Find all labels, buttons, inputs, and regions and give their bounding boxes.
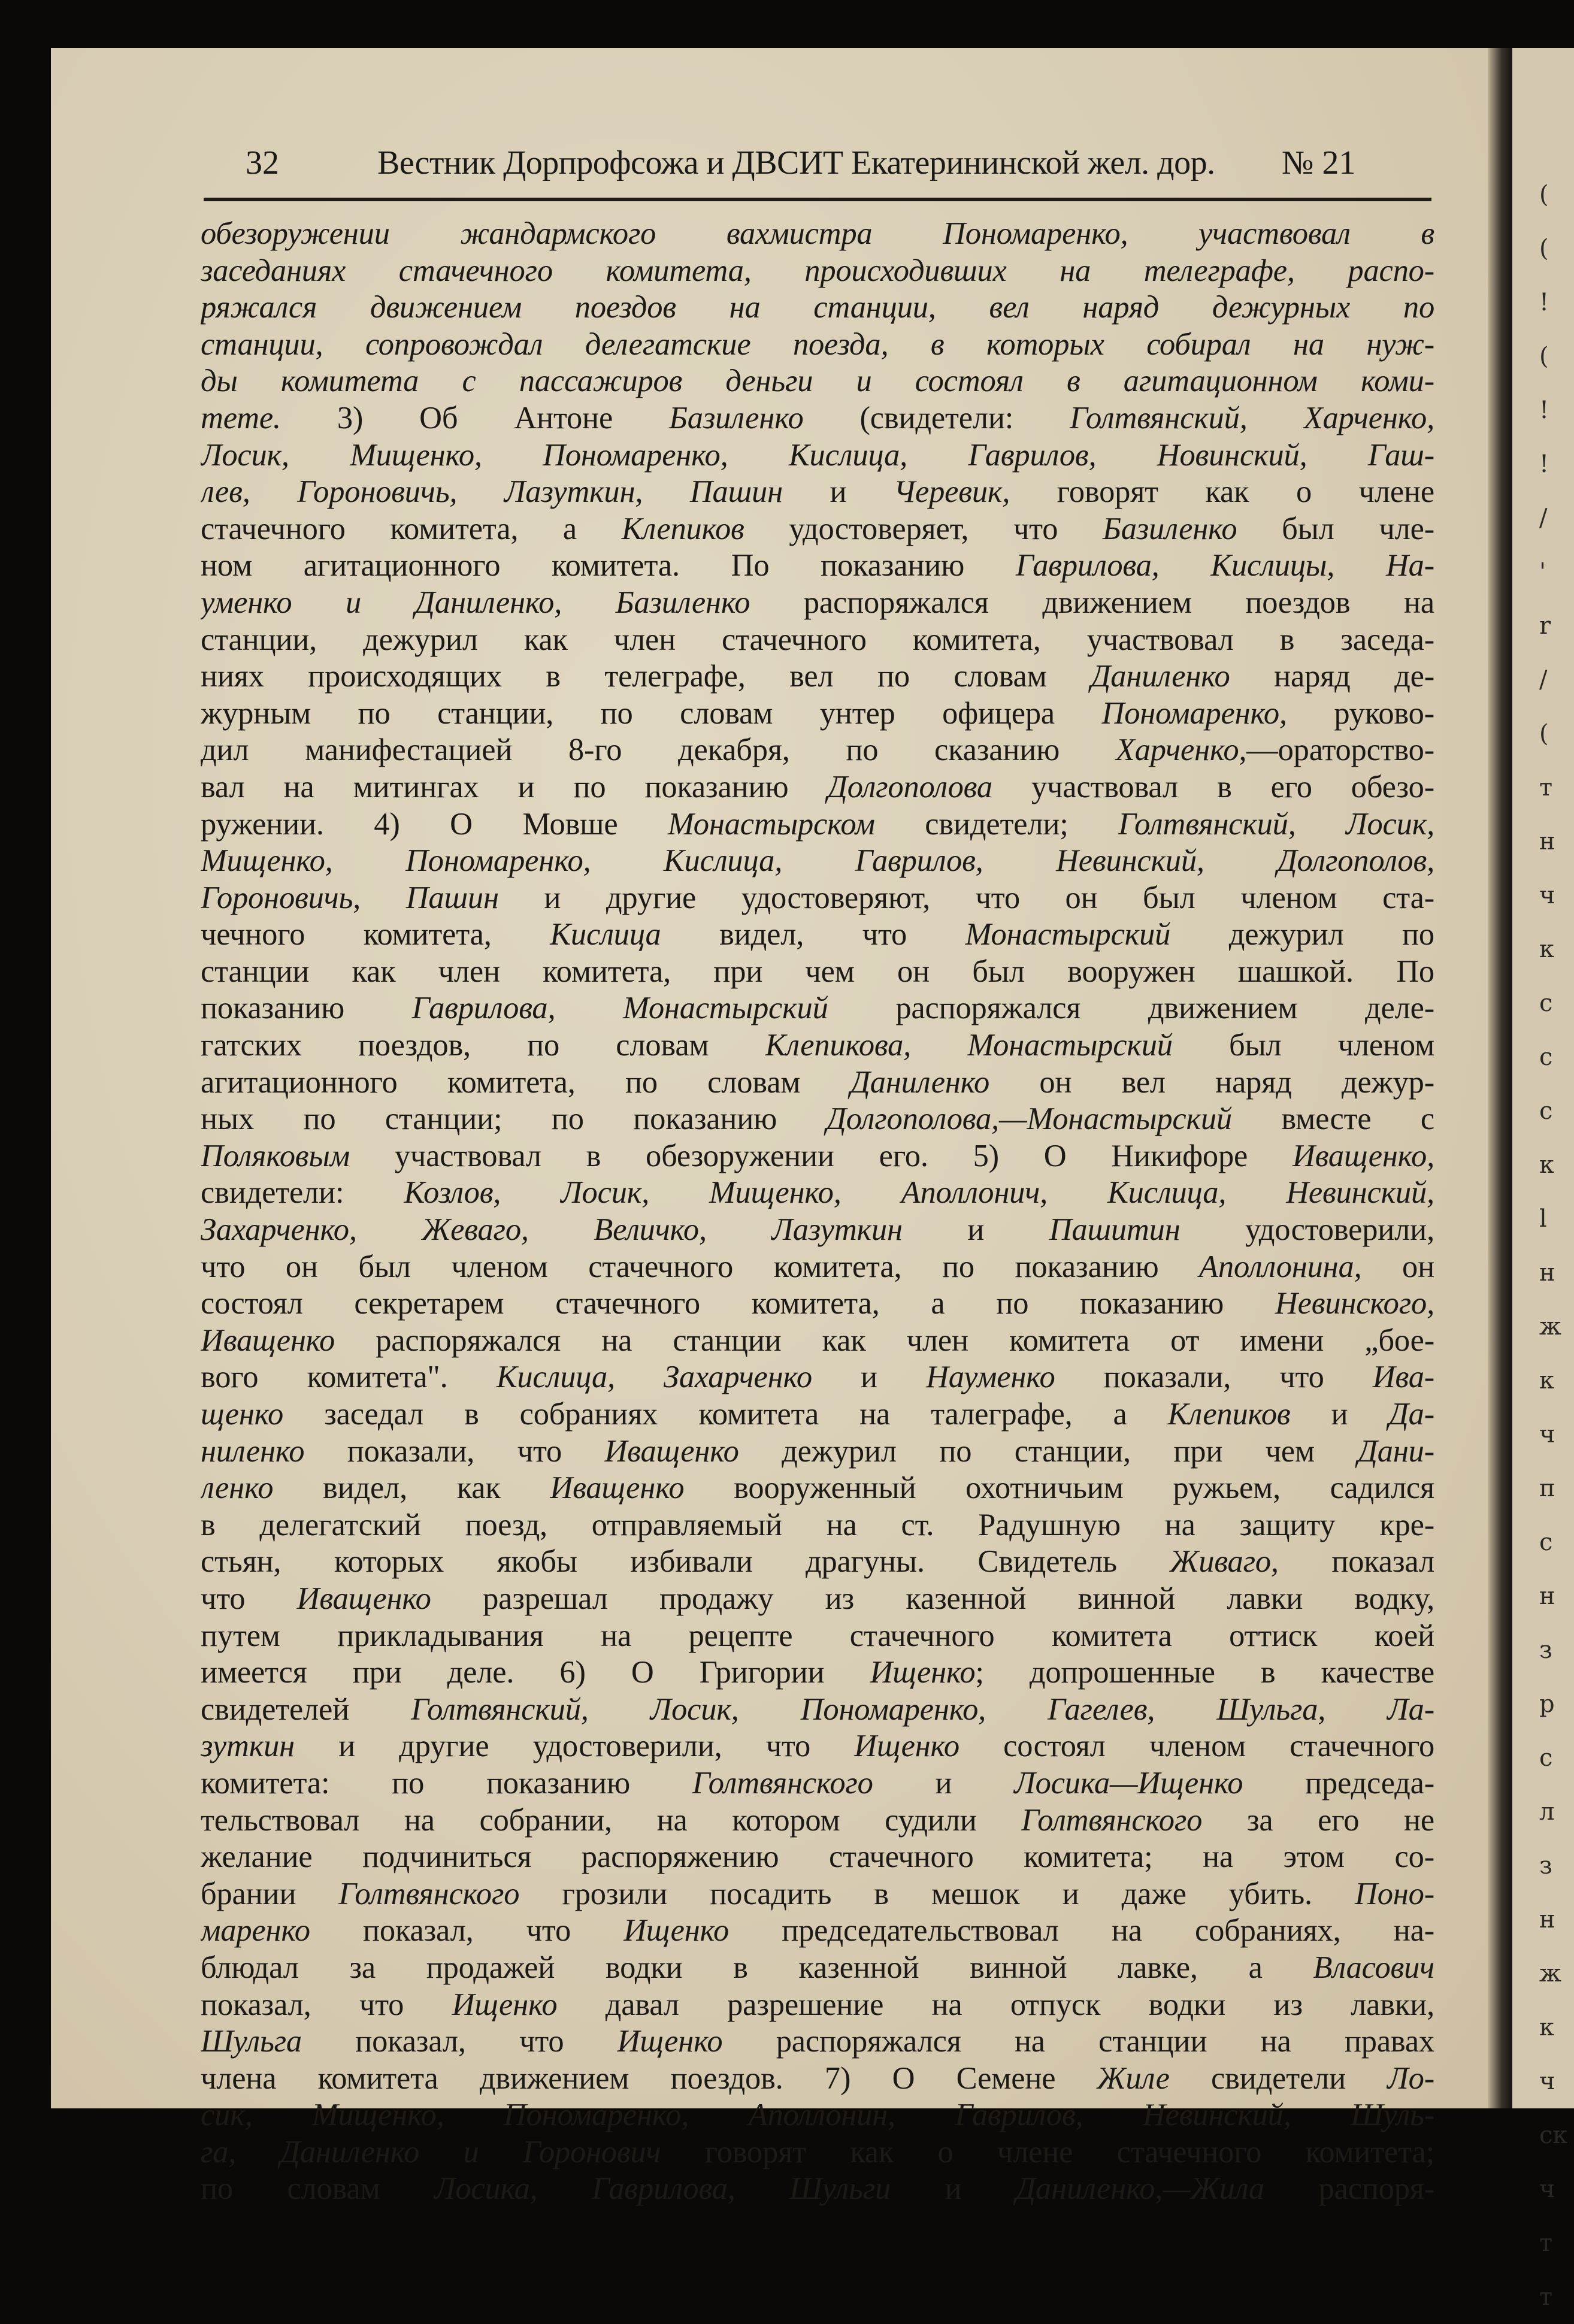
facing-glyph: з xyxy=(1539,1636,1552,1664)
facing-glyph: с xyxy=(1539,1097,1553,1125)
facing-glyph: ! xyxy=(1539,450,1549,478)
text-run: вооруженный охотничьим ружьем, садился xyxy=(684,1470,1434,1506)
italic-text: Иващенко xyxy=(604,1433,739,1469)
text-line xyxy=(201,253,1434,290)
text-run: станции, дежурил как член стачечного комитета, участвовал в заседа- xyxy=(201,622,1434,657)
text-run: и xyxy=(873,1765,1015,1801)
text-line xyxy=(201,437,1434,474)
facing-glyph: к xyxy=(1539,1151,1554,1179)
text-line xyxy=(201,1359,1434,1396)
italic-text: Ло- xyxy=(1387,2060,1434,2096)
facing-glyph: ч xyxy=(1539,2068,1555,2095)
text-line xyxy=(201,363,1434,400)
text-run: говорят как о члене стачечного комитета; xyxy=(661,2134,1434,2169)
facing-glyph: н xyxy=(1539,1906,1555,1933)
italic-text: га, Даниленко и Горонович xyxy=(201,2134,661,2169)
italic-text: сик, Мищенко, Пономаренко, Аполлонин, Гаврилов, Невинский, Шуль- xyxy=(201,2098,1434,2133)
italic-text: Аполлонина, xyxy=(1199,1249,1362,1284)
text-run: участвовал в обезоружении его. 5) О Никифоре xyxy=(350,1138,1293,1173)
text-run: он вел наряд дежур- xyxy=(989,1064,1434,1100)
italic-text: Долгополова,—Монастырский xyxy=(826,1102,1232,1137)
facing-glyph: с xyxy=(1539,989,1553,1017)
facing-glyph: з xyxy=(1539,1852,1552,1880)
italic-text: ды комитета с пассажиров деньги и состоял в агитационном коми- xyxy=(201,364,1434,399)
text-run: и xyxy=(782,474,894,510)
italic-text: ниленко xyxy=(201,1433,305,1469)
text-run: имеется при деле. 6) О Григории xyxy=(201,1655,870,1690)
text-line xyxy=(201,1765,1434,1802)
facing-glyph: л xyxy=(1539,1798,1555,1826)
italic-text: уменко и Даниленко, Базиленко xyxy=(201,585,750,620)
text-run: блюдал за продажей водки в казенной винной лавке, а xyxy=(201,1950,1313,1985)
italic-text: Голтвянского xyxy=(692,1765,873,1801)
italic-text: Поно- xyxy=(1355,1876,1434,1911)
italic-text: Мищенко, Пономаренко, Кислица, Гаврилов, Невинский, Долгополов, xyxy=(201,843,1434,879)
text-run: чечного комитета, xyxy=(201,917,550,952)
text-run: и другие удостоверили, что xyxy=(295,1729,855,1764)
italic-text: лев, Гороновичь, Лазуткин, Пашин xyxy=(201,474,783,510)
text-run: председа- xyxy=(1243,1765,1434,1801)
text-line xyxy=(201,1249,1434,1286)
italic-text: Клепиков xyxy=(621,511,744,546)
italic-text: Науменко xyxy=(926,1360,1055,1395)
running-header xyxy=(246,144,1437,192)
text-run: удостоверяет, что xyxy=(744,511,1103,546)
italic-text: станции, сопровождал делегатские поезда, в которых собирал на нуж- xyxy=(201,326,1434,362)
text-run: распоряжался на станции на правах xyxy=(722,2024,1434,2059)
text-line xyxy=(201,1950,1434,1987)
italic-text: Иващенко xyxy=(550,1470,685,1506)
facing-glyph: п xyxy=(1539,1475,1555,1502)
text-line xyxy=(201,732,1434,769)
text-line xyxy=(201,289,1434,326)
text-run: и xyxy=(1290,1397,1389,1432)
facing-page-fragments xyxy=(1539,168,1574,2324)
facing-glyph: ( xyxy=(1539,181,1549,208)
text-run: давал разрешение на отпуск водки из лавки, xyxy=(557,1987,1434,2022)
facing-glyph: l xyxy=(1539,1205,1547,1233)
text-line xyxy=(201,1396,1434,1433)
italic-text: Ива- xyxy=(1372,1360,1434,1395)
italic-text: ленко xyxy=(201,1470,274,1506)
text-line xyxy=(201,216,1434,253)
italic-text: Гаврилова, Монастырский xyxy=(411,991,828,1026)
text-run: ном агитационного комитета. По показанию xyxy=(201,548,1016,583)
text-line xyxy=(201,1138,1434,1175)
italic-text: Ищенко xyxy=(870,1655,976,1690)
text-run: станции как член комитета, при чем он был вооружен шашкой. По xyxy=(201,954,1434,989)
italic-text: Даниленко xyxy=(1091,659,1230,694)
italic-text: щенко xyxy=(201,1397,284,1432)
text-line xyxy=(201,1544,1434,1581)
text-run: свидетели: xyxy=(201,1175,404,1211)
italic-text: Ищенко xyxy=(854,1729,959,1764)
text-run: председательствовал на собраниях, на- xyxy=(729,1913,1434,1948)
text-line xyxy=(201,1802,1434,1839)
text-run: путем прикладывания на рецепте стачечного комитета оттиск коей xyxy=(201,1618,1434,1653)
text-run: что xyxy=(201,1581,297,1616)
italic-text: Голтвянский, Лосик, Пономаренко, Гагелев, Шульга, Ла- xyxy=(411,1691,1434,1727)
text-line xyxy=(201,1212,1434,1249)
issue-number: № 21 xyxy=(1282,144,1356,181)
text-run: ных по станции; по показанию xyxy=(201,1102,827,1137)
italic-text: Поляковым xyxy=(201,1138,350,1173)
italic-text: Лосика—Ищенко xyxy=(1014,1765,1243,1801)
facing-glyph: r xyxy=(1539,612,1551,640)
text-run: видел, как xyxy=(273,1470,550,1506)
italic-text: тете. xyxy=(201,400,281,435)
italic-text: Иващенко xyxy=(201,1323,335,1358)
text-run: ружении. 4) О Мовше xyxy=(201,806,668,842)
text-run: распоряжался движением поездов на xyxy=(750,585,1434,620)
facing-glyph: т xyxy=(1539,2229,1553,2257)
facing-glyph: к xyxy=(1539,1367,1554,1394)
text-run: показал xyxy=(1278,1544,1434,1579)
text-line xyxy=(201,843,1434,880)
text-line xyxy=(201,1323,1434,1360)
facing-glyph: р xyxy=(1539,1690,1555,1718)
italic-text: Лосик, Мищенко, Пономаренко, Кислица, Гаврилов, Новинский, Гаш- xyxy=(201,437,1434,473)
text-run: свидетелей xyxy=(201,1691,411,1727)
text-run: ниях происходящих в телеграфе, вел по словам xyxy=(201,659,1091,694)
text-run: стачечного комитета, а xyxy=(201,511,622,546)
text-line xyxy=(201,1839,1434,1876)
text-run: вал на митингах и по показанию xyxy=(201,769,828,804)
italic-text: Монастырский xyxy=(965,917,1171,952)
text-run: распоряжался на станции как член комитета от имени „бое- xyxy=(335,1323,1434,1358)
facing-glyph: ! xyxy=(1539,289,1549,316)
italic-text: Ищенко xyxy=(452,1987,558,2022)
facing-glyph: н xyxy=(1539,828,1555,855)
text-line xyxy=(201,1581,1434,1618)
italic-text: Живаго, xyxy=(1170,1544,1279,1579)
text-line xyxy=(201,585,1434,622)
text-run: видел, что xyxy=(661,917,965,952)
facing-glyph: ! xyxy=(1539,397,1549,424)
facing-glyph: ( xyxy=(1539,235,1549,262)
text-run: агитационного комитета, по словам xyxy=(201,1064,850,1100)
italic-text: зуткин xyxy=(201,1729,295,1764)
facing-glyph: ч xyxy=(1539,2175,1555,2203)
italic-text: Иващенко xyxy=(296,1581,431,1616)
text-run: и xyxy=(812,1360,927,1395)
text-line xyxy=(201,511,1434,548)
italic-text: заседаниях стачечного комитета, происходивших на телеграфе, распо- xyxy=(201,253,1434,288)
facing-glyph: ч xyxy=(1539,882,1555,909)
facing-glyph: к xyxy=(1539,2014,1554,2041)
text-run: в делегатский поезд, отправляемый на ст. Радушную на защиту кре- xyxy=(201,1507,1434,1542)
facing-glyph: с xyxy=(1539,1529,1553,1556)
italic-text: Клепикова, Монастырский xyxy=(765,1028,1173,1063)
text-run: тельствовал на собрании, на котором судили xyxy=(201,1802,1022,1838)
italic-text: Лосика, Гаврилова, Шульги xyxy=(434,2171,891,2207)
text-line xyxy=(201,2097,1434,2134)
text-run: показал, что xyxy=(201,1987,452,2022)
body-text xyxy=(201,216,1434,2208)
italic-text: Кислица xyxy=(550,917,661,952)
italic-text: Клепиков xyxy=(1167,1397,1291,1432)
text-line xyxy=(201,1507,1434,1544)
italic-text: ряжался движением поездов на станции, вел наряд дежурных по xyxy=(201,290,1434,325)
text-run: дил манифестацией 8-го декабря, по сказанию xyxy=(201,733,1116,768)
text-run: грозили посадить в мешок и даже убить. xyxy=(519,1876,1355,1911)
text-line xyxy=(201,1654,1434,1691)
text-line xyxy=(201,990,1434,1027)
text-run: за его не xyxy=(1202,1802,1434,1838)
text-line xyxy=(201,1618,1434,1655)
italic-text: Шульга xyxy=(201,2024,302,2059)
text-line xyxy=(201,2060,1434,2098)
text-run: распоряжался движением деле- xyxy=(828,991,1434,1026)
italic-text: Черевик, xyxy=(894,474,1010,510)
italic-text: Кислица, Захарченко xyxy=(496,1360,812,1395)
text-line xyxy=(201,1175,1434,1212)
text-run: свидетели xyxy=(1169,2060,1388,2096)
text-run: показанию xyxy=(201,991,412,1026)
text-line xyxy=(201,2134,1434,2171)
italic-text: Харченко, xyxy=(1115,733,1247,768)
text-run: по словам xyxy=(201,2171,434,2207)
text-line xyxy=(201,916,1434,954)
italic-text: Базиленко xyxy=(669,400,804,435)
facing-glyph: с xyxy=(1539,1043,1553,1071)
text-line xyxy=(201,547,1434,585)
facing-glyph: к xyxy=(1539,936,1554,963)
italic-text: Гороновичь, Пашин xyxy=(201,880,499,915)
text-line xyxy=(201,1285,1434,1323)
text-run: и xyxy=(902,1212,1049,1248)
text-line xyxy=(201,1691,1434,1729)
italic-text: Да- xyxy=(1388,1397,1434,1432)
text-line xyxy=(201,1101,1434,1138)
journal-title: Вестник Дорпрофсожа и ДВСИТ Екатерининской жел. дор. xyxy=(377,144,1215,181)
facing-glyph: с xyxy=(1539,1744,1553,1772)
text-run: состоял членом стачечного xyxy=(959,1729,1434,1764)
text-run: журным по станции, по словам унтер офицера xyxy=(201,695,1102,731)
text-run: наряд де- xyxy=(1230,659,1434,694)
italic-text: Голтвянский, Харченко, xyxy=(1070,400,1434,435)
italic-text: Ищенко xyxy=(617,2024,723,2059)
facing-glyph: н xyxy=(1539,1259,1555,1287)
text-run: показали, что xyxy=(304,1433,605,1469)
text-line xyxy=(201,1064,1434,1102)
text-run: говорят как о члене xyxy=(1010,474,1434,510)
text-run: руково- xyxy=(1287,695,1434,731)
text-line xyxy=(201,1876,1434,1913)
text-run: вместе с xyxy=(1231,1102,1434,1137)
facing-glyph: ск xyxy=(1539,2122,1568,2149)
book-gutter xyxy=(1488,48,1512,2108)
text-line xyxy=(201,1987,1434,2024)
italic-text: Дани- xyxy=(1357,1433,1434,1469)
italic-text: Власович xyxy=(1313,1950,1434,1985)
text-line xyxy=(201,400,1434,437)
italic-text: Ищенко xyxy=(623,1913,730,1948)
italic-text: Голтвянского xyxy=(1021,1802,1203,1838)
italic-text: Жиле xyxy=(1097,2060,1170,2096)
italic-text: Захарченко, Жеваго, Величко, Лазуткин xyxy=(201,1212,903,1248)
text-run: (свидетели: xyxy=(803,400,1070,435)
text-run: показал, что xyxy=(301,2024,618,2059)
text-run: члена комитета движением поездов. 7) О Семене xyxy=(201,2060,1097,2096)
text-line xyxy=(201,1470,1434,1507)
text-line xyxy=(201,1027,1434,1064)
text-run: разрешал продажу из казенной винной лавки водку, xyxy=(431,1581,1434,1616)
italic-text: Пономаренко, xyxy=(1101,695,1287,731)
text-run: стьян, которых якобы избивали драгуны. Свидетель xyxy=(201,1544,1170,1579)
text-run: дежурил по xyxy=(1170,917,1434,952)
facing-glyph: т xyxy=(1539,2283,1553,2311)
italic-text: Монастырском xyxy=(668,806,875,842)
text-run: состоял секретарем стачечного комитета, а по показанию xyxy=(201,1286,1275,1321)
italic-text: Даниленко xyxy=(850,1064,990,1100)
facing-glyph: ( xyxy=(1539,720,1549,748)
facing-glyph: ж xyxy=(1539,1960,1561,1987)
text-line xyxy=(201,658,1434,695)
text-line xyxy=(201,2171,1434,2208)
facing-glyph: / xyxy=(1539,504,1548,532)
text-line xyxy=(201,806,1434,843)
text-run: заседал в собраниях комитета на талеграфе, а xyxy=(283,1397,1168,1432)
text-line xyxy=(201,326,1434,364)
italic-text: Голтвянского xyxy=(338,1876,520,1911)
italic-text: маренко xyxy=(201,1913,310,1948)
text-run: желание подчиниться распоряжению стачечного комитета; на этом со- xyxy=(201,1839,1434,1875)
text-line xyxy=(201,622,1434,659)
text-run: удостоверили, xyxy=(1180,1212,1434,1248)
facing-glyph: ж xyxy=(1539,1313,1561,1340)
italic-text: Долгополова xyxy=(827,769,992,804)
text-run: показали, что xyxy=(1055,1360,1373,1395)
text-run: он xyxy=(1361,1249,1434,1284)
facing-glyph: ' xyxy=(1539,558,1546,586)
facing-glyph: н xyxy=(1539,1582,1555,1610)
facing-glyph: ч xyxy=(1539,1421,1555,1448)
italic-text: Голтвянский, Лосик, xyxy=(1118,806,1434,842)
text-run: дежурил по станции, при чем xyxy=(738,1433,1358,1469)
text-line xyxy=(201,474,1434,511)
italic-text: Базиленко xyxy=(1102,511,1237,546)
text-run: был членом xyxy=(1172,1028,1434,1063)
text-line xyxy=(201,880,1434,917)
text-run: гатских поездов, по словам xyxy=(201,1028,765,1063)
text-line xyxy=(201,2023,1434,2060)
header-rule xyxy=(204,198,1431,201)
text-run: свидетели; xyxy=(874,806,1119,842)
text-run: был чле- xyxy=(1237,511,1434,546)
italic-text: Невинского, xyxy=(1275,1286,1434,1321)
italic-text: Пашитин xyxy=(1049,1212,1180,1248)
facing-glyph: / xyxy=(1539,666,1548,694)
italic-text: Козлов, Лосик, Мищенко, Аполлонич, Кислица, Невинский, xyxy=(404,1175,1434,1211)
text-run: что он был членом стачечного комитета, по показанию xyxy=(201,1249,1200,1284)
facing-glyph: т xyxy=(1539,774,1553,801)
text-run: 3) Об Антоне xyxy=(280,400,670,435)
text-run: ; допрошенные в качестве xyxy=(975,1655,1434,1690)
italic-text: обезоружении жандармского вахмистра Пономаренко, участвовал в xyxy=(201,216,1434,251)
text-line xyxy=(201,695,1434,733)
text-line xyxy=(201,1728,1434,1765)
text-run: вого комитета". xyxy=(201,1360,497,1395)
text-run: —ораторство- xyxy=(1246,733,1434,768)
text-run: и xyxy=(891,2171,1016,2207)
text-run: участвовал в его обезо- xyxy=(992,769,1434,804)
text-line xyxy=(201,954,1434,991)
text-run: показал, что xyxy=(310,1913,624,1948)
text-line xyxy=(201,769,1434,806)
facing-glyph: ( xyxy=(1539,343,1549,370)
text-run: комитета: по показанию xyxy=(201,1765,692,1801)
italic-text: Гаврилова, Кислицы, На- xyxy=(1015,548,1434,583)
page-number: 32 xyxy=(246,144,279,181)
text-run: брании xyxy=(201,1876,339,1911)
text-line xyxy=(201,1433,1434,1470)
italic-text: Даниленко,—Жила xyxy=(1015,2171,1265,2207)
text-run: распоря- xyxy=(1264,2171,1434,2207)
text-run: и другие удостоверяют, что он был членом ста- xyxy=(498,880,1434,915)
italic-text: Иващенко, xyxy=(1292,1138,1434,1173)
text-line xyxy=(201,1913,1434,1950)
